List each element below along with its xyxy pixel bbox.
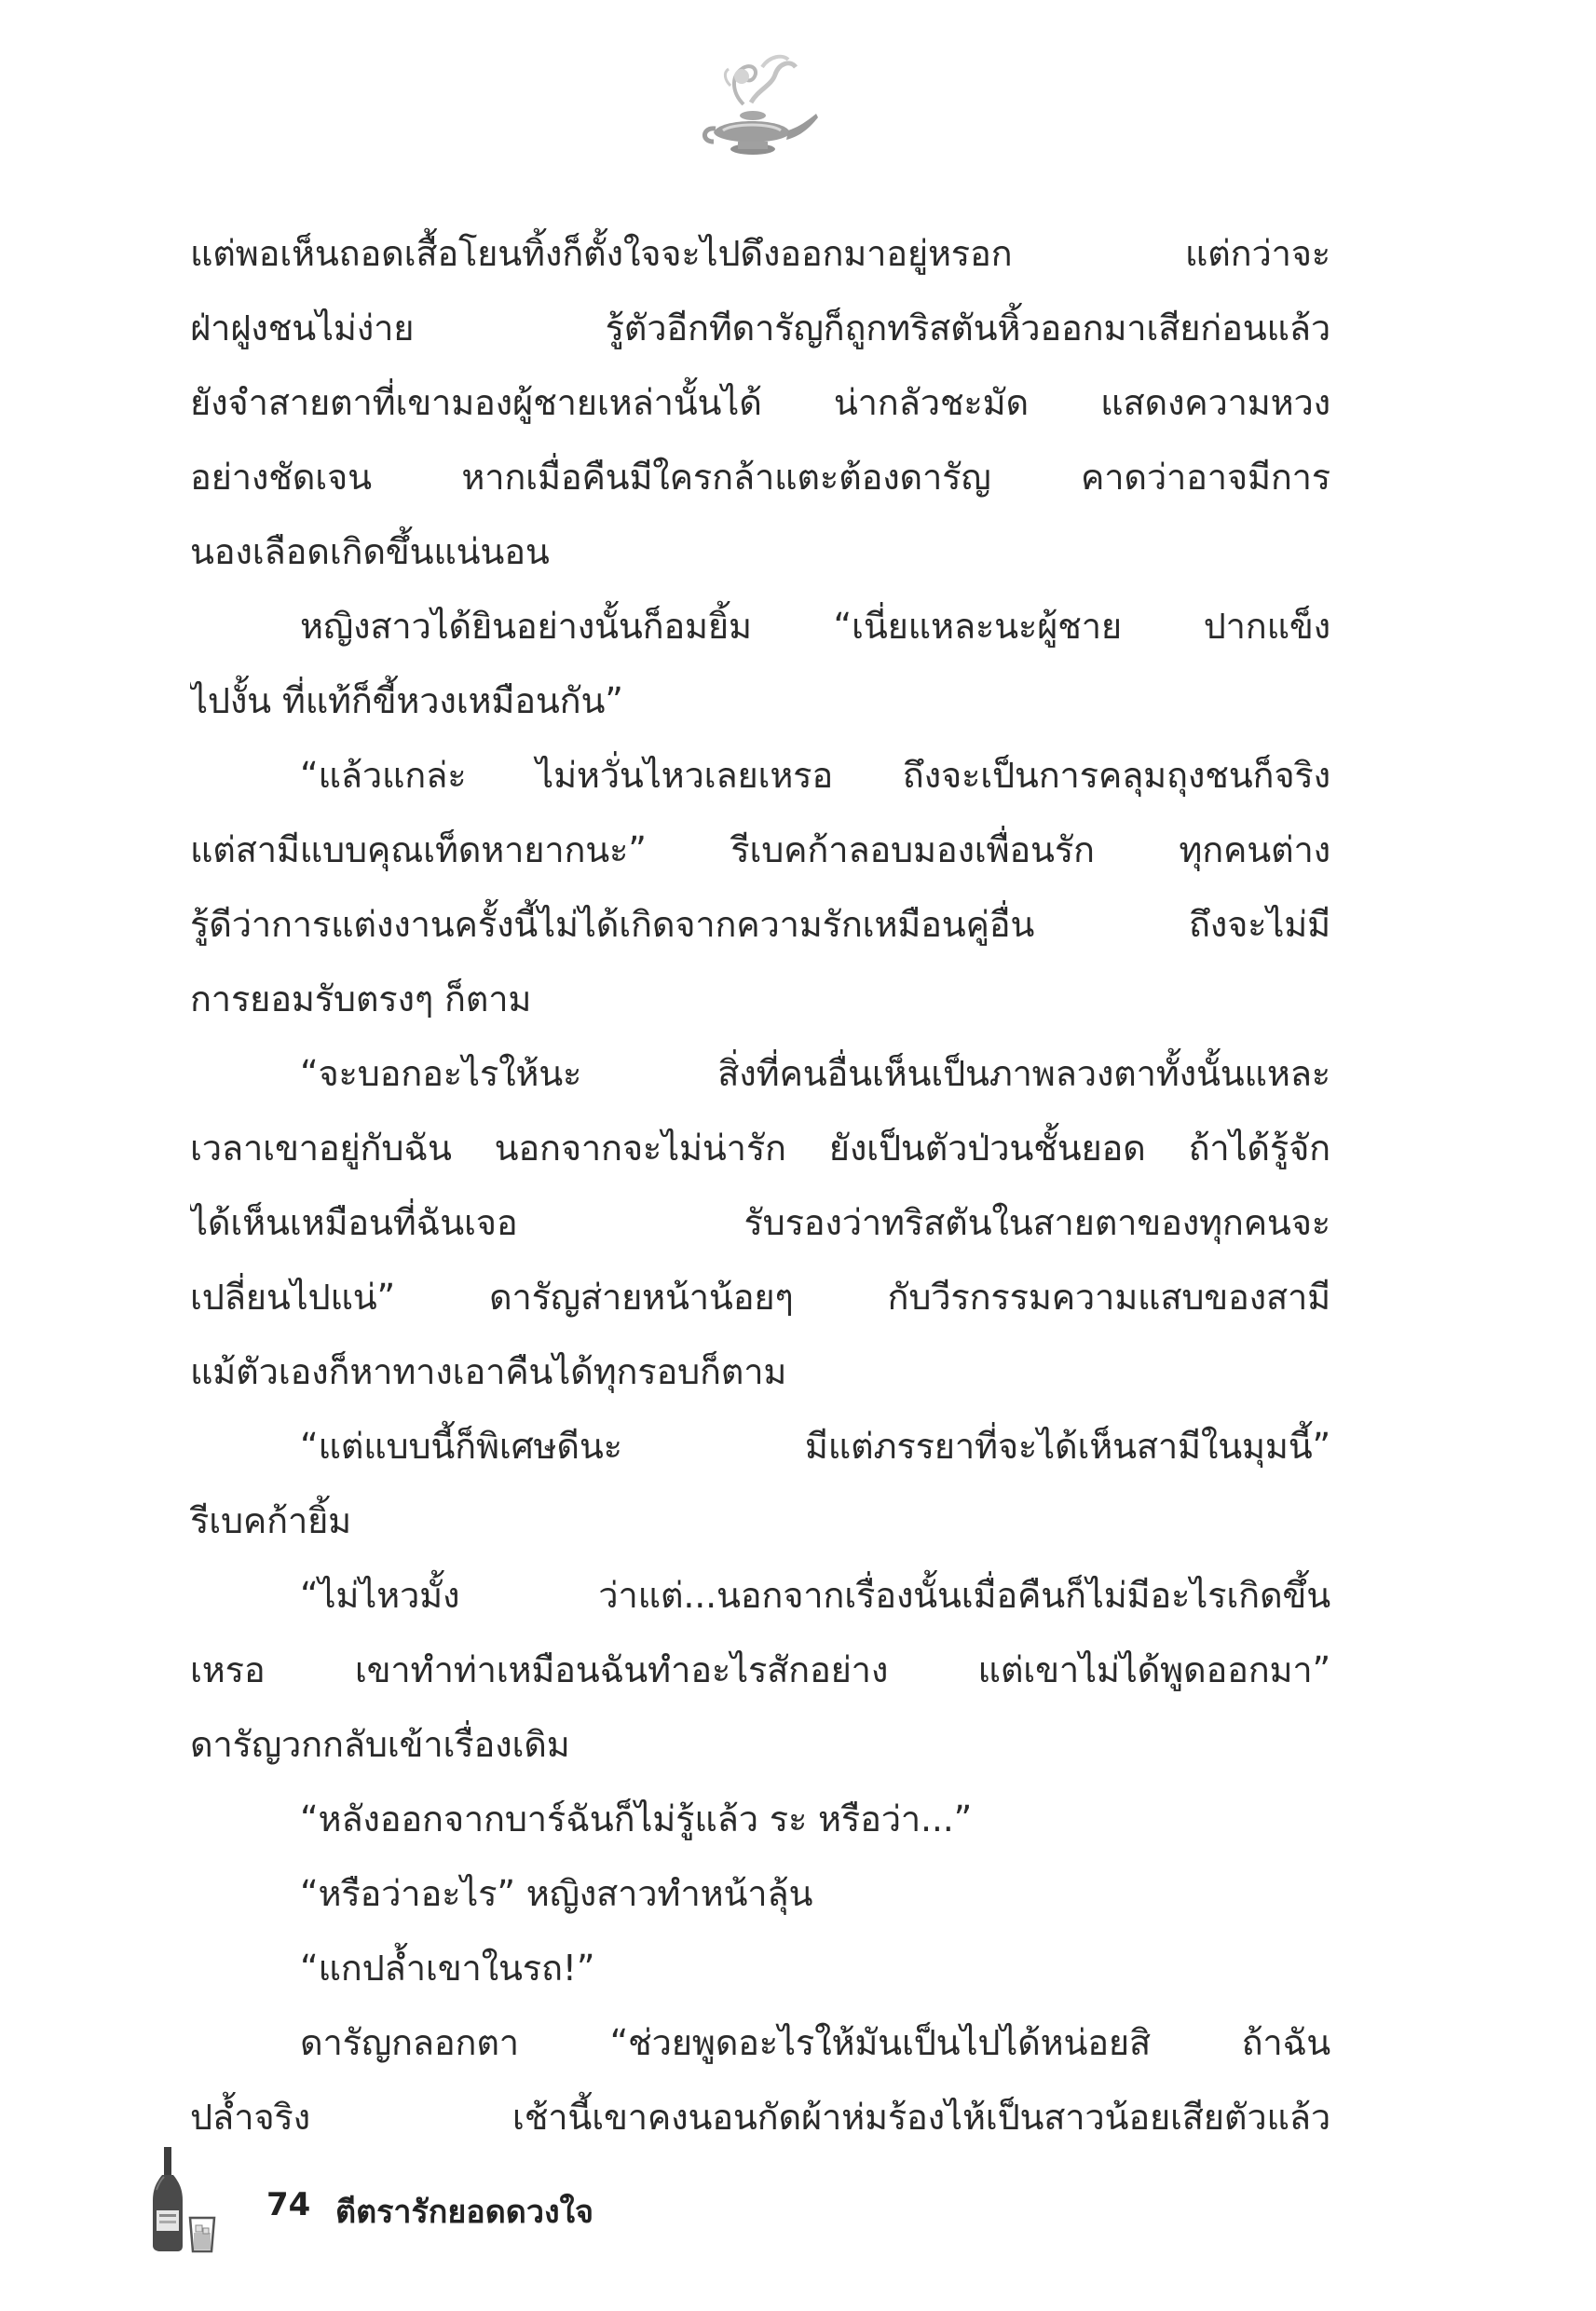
text-line: “แต่แบบนี้ก็พิเศษดีนะ มีแต่ภรรยาที่จะได้เห็นสามีในมุมนี้” [300, 1426, 1330, 1467]
page-footer [149, 2143, 801, 2255]
book-title: ตีตรารักยอดดวงใจ [335, 2194, 594, 2231]
text-line: แต่สามีแบบคุณเท็ดหายากนะ” รีเบคก้าลอบมองเพื่อนรัก ทุกคนต่าง [190, 829, 1330, 870]
text-line: รีเบคก้ายิ้ม [190, 1500, 351, 1541]
text-line: ดารัญวกกลับเข้าเรื่องเดิม [190, 1724, 570, 1765]
text-line: “หรือว่าอะไร” หญิงสาวทำหน้าลุ้น [300, 1873, 813, 1914]
genie-lamp-ornament-icon [686, 48, 825, 170]
text-line: “ไม่ไหวมั้ง ว่าแต่...นอกจากเรื่องนั้นเมื่อคืนก็ไม่มีอะไรเกิดขึ้น [300, 1575, 1330, 1616]
text-line: ฝ่าฝูงชนไม่ง่าย รู้ตัวอีกทีดารัญก็ถูกทริสตันหิ้วออกมาเสียก่อนแล้ว [190, 308, 1330, 349]
text-line: “จะบอกอะไรให้นะ สิ่งที่คนอื่นเห็นเป็นภาพลวงตาทั้งนั้นแหละ [300, 1053, 1330, 1094]
text-line: ดารัญกลอกตา “ช่วยพูดอะไรให้มันเป็นไปได้หน่อยสิ ถ้าฉัน [300, 2022, 1330, 2063]
text-line: อย่างชัดเจน หากเมื่อคืนมีใครกล้าแตะต้องดารัญ คาดว่าอาจมีการ [190, 457, 1330, 498]
page-text [190, 216, 1330, 2154]
text-line: รู้ดีว่าการแต่งงานครั้งนี้ไม่ได้เกิดจากความรักเหมือนคู่อื่น ถึงจะไม่มี [190, 904, 1330, 945]
text-line: “แล้วแกล่ะ ไม่หวั่นไหวเลยเหรอ ถึงจะเป็นการคลุมถุงชนก็จริง [300, 755, 1330, 796]
text-line: นองเลือดเกิดขึ้นแน่นอน [190, 531, 550, 572]
liquor-bottle-and-glass-icon [149, 2143, 224, 2255]
text-line: “แกปล้ำเขาในรถ!” [300, 1948, 595, 1989]
text-line: เปลี่ยนไปแน่” ดารัญส่ายหน้าน้อยๆ กับวีรกรรมความแสบของสามี [190, 1277, 1330, 1318]
text-line: แม้ตัวเองก็หาทางเอาคืนได้ทุกรอบก็ตาม [190, 1351, 787, 1392]
text-line: หญิงสาวได้ยินอย่างนั้นก็อมยิ้ม “เนี่ยแหละนะผู้ชาย ปากแข็ง [300, 606, 1330, 647]
page-number: 74 [266, 2186, 311, 2223]
text-line: การยอมรับตรงๆ ก็ตาม [190, 978, 532, 1019]
text-line: ปล้ำจริง เช้านี้เขาคงนอนกัดผ้าห่มร้องไห้เป็นสาวน้อยเสียตัวแล้ว [190, 2097, 1330, 2138]
text-line: ได้เห็นเหมือนที่ฉันเจอ รับรองว่าทริสตันในสายตาของทุกคนจะ [190, 1202, 1330, 1243]
text-line: แต่พอเห็นถอดเสื้อโยนทิ้งก็ตั้งใจจะไปดึงออกมาอยู่หรอก แต่กว่าจะ [190, 233, 1330, 274]
text-line: ไปงั้น ที่แท้ก็ขี้หวงเหมือนกัน” [190, 680, 623, 721]
text-line: “หลังออกจากบาร์ฉันก็ไม่รู้แล้ว ระ หรือว่า...” [300, 1798, 973, 1839]
text-line: ยังจำสายตาที่เขามองผู้ชายเหล่านั้นได้ น่ากลัวชะมัด แสดงความหวง [190, 382, 1330, 423]
text-line: เวลาเขาอยู่กับฉัน นอกจากจะไม่น่ารัก ยังเป็นตัวป่วนชั้นยอด ถ้าได้รู้จัก [190, 1128, 1330, 1169]
text-line: เหรอ เขาทำท่าเหมือนฉันทำอะไรสักอย่าง แต่เขาไม่ได้พูดออกมา” [190, 1649, 1330, 1690]
